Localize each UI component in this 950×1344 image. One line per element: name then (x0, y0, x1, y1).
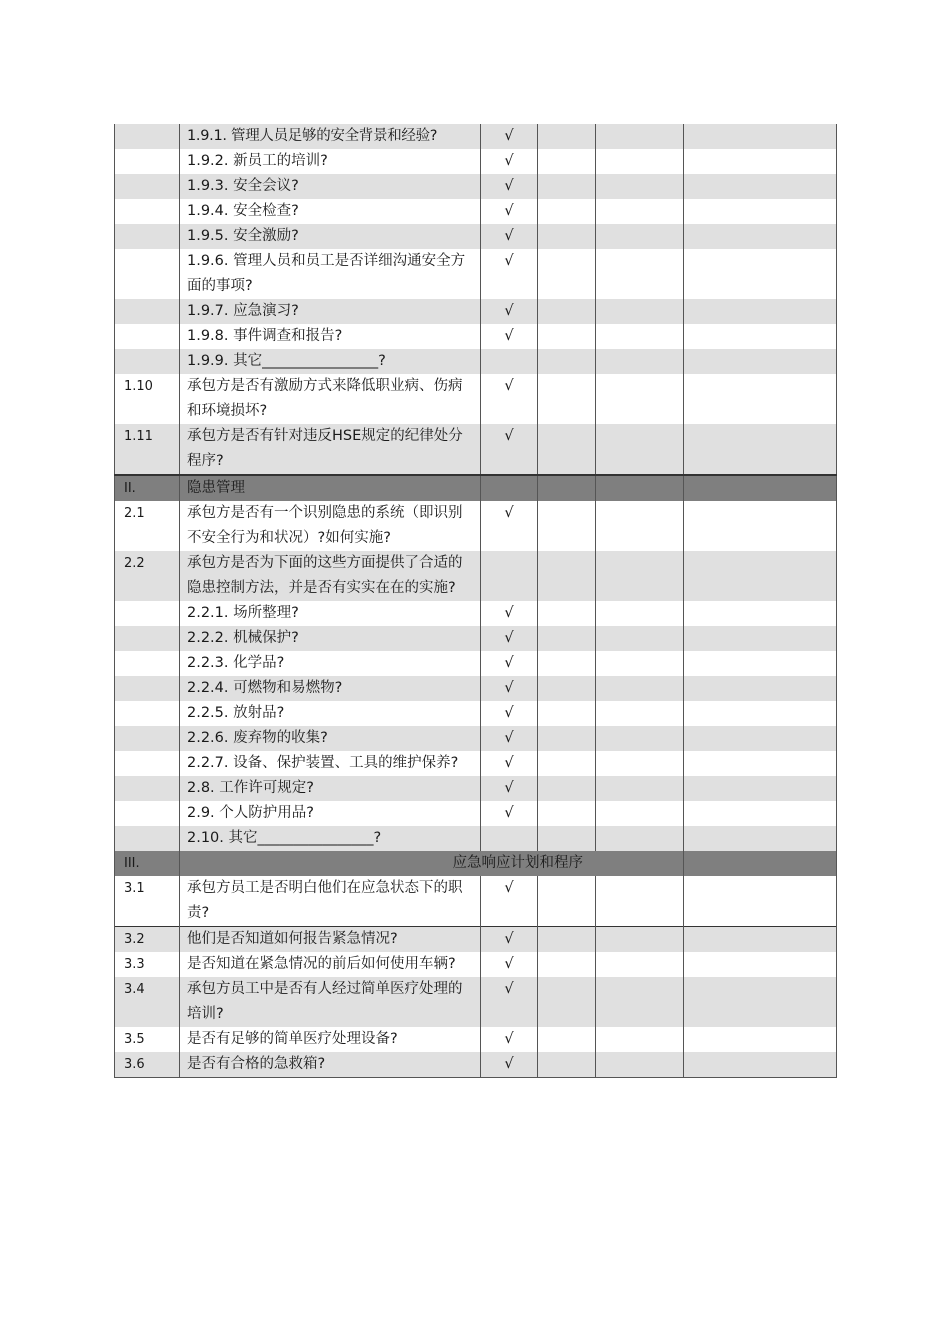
table-row (115, 701, 837, 726)
item-text: 1.9.2. 新员工的培训? (180, 149, 481, 174)
item-text: 承包方是否为下面的这些方面提供了合适的隐患控制方法，并是否有实实在在的实施? (180, 551, 481, 601)
empty-cell (596, 174, 684, 199)
item-number: 3.5 (115, 1027, 180, 1052)
empty-cell (538, 324, 596, 349)
check-mark: √ (481, 726, 538, 751)
table-row (115, 927, 837, 953)
item-text: 是否知道在紧急情况的前后如何使用车辆? (180, 952, 481, 977)
empty-cell (596, 801, 684, 826)
empty-cell (596, 927, 684, 953)
item-number (115, 349, 180, 374)
table-row (115, 651, 837, 676)
empty-cell (596, 424, 684, 475)
empty-cell (684, 424, 837, 475)
empty-cell (684, 826, 837, 851)
check-mark: √ (481, 952, 538, 977)
check-mark (481, 826, 538, 851)
item-number: 3.3 (115, 952, 180, 977)
check-mark: √ (481, 501, 538, 551)
check-mark: √ (481, 776, 538, 801)
check-mark (481, 551, 538, 601)
empty-cell (538, 349, 596, 374)
item-text: 承包方是否有激励方式来降低职业病、伤病和环境损坏? (180, 374, 481, 424)
empty-cell (538, 751, 596, 776)
table-row (115, 626, 837, 651)
empty-cell (538, 501, 596, 551)
item-number (115, 651, 180, 676)
table-row (115, 349, 837, 374)
empty-cell (538, 174, 596, 199)
empty-cell (684, 174, 837, 199)
check-mark: √ (481, 249, 538, 299)
check-mark: √ (481, 124, 538, 149)
table-row (115, 501, 837, 551)
empty-cell (538, 927, 596, 953)
item-text: 是否有合格的急救箱? (180, 1052, 481, 1078)
empty-cell (596, 776, 684, 801)
check-mark (481, 349, 538, 374)
empty-cell (538, 601, 596, 626)
table-row (115, 977, 837, 1027)
empty-cell (596, 726, 684, 751)
check-mark: √ (481, 149, 538, 174)
empty-cell (684, 851, 837, 876)
empty-cell (538, 1052, 596, 1078)
empty-cell (596, 124, 684, 149)
item-number: 1.10 (115, 374, 180, 424)
item-text: 1.9.6. 管理人员和员工是否详细沟通安全方面的事项? (180, 249, 481, 299)
empty-cell (538, 826, 596, 851)
table-row (115, 801, 837, 826)
item-number (115, 626, 180, 651)
empty-cell (538, 199, 596, 224)
empty-cell (538, 701, 596, 726)
empty-cell (684, 149, 837, 174)
item-number (115, 224, 180, 249)
empty-cell (684, 701, 837, 726)
item-text: 2.10. 其它________________? (180, 826, 481, 851)
empty-cell (538, 977, 596, 1027)
empty-cell (684, 726, 837, 751)
empty-cell (538, 876, 596, 927)
item-number (115, 801, 180, 826)
item-number (115, 826, 180, 851)
table-row (115, 601, 837, 626)
check-mark: √ (481, 977, 538, 1027)
item-number (115, 751, 180, 776)
item-text: 2.2.1. 场所整理? (180, 601, 481, 626)
check-mark: √ (481, 676, 538, 701)
table-row (115, 952, 837, 977)
item-number: 3.2 (115, 927, 180, 953)
empty-cell (684, 676, 837, 701)
empty-cell (538, 626, 596, 651)
empty-cell (538, 776, 596, 801)
item-text: 2.2.4. 可燃物和易燃物? (180, 676, 481, 701)
item-number (115, 249, 180, 299)
empty-cell (596, 299, 684, 324)
item-text: 他们是否知道如何报告紧急情况? (180, 927, 481, 953)
empty-cell (684, 324, 837, 349)
check-mark: √ (481, 224, 538, 249)
check-mark: √ (481, 324, 538, 349)
check-mark: √ (481, 1052, 538, 1078)
empty-cell (596, 1027, 684, 1052)
item-number: 3.1 (115, 876, 180, 927)
item-number (115, 124, 180, 149)
item-text: 1.9.8. 事件调查和报告? (180, 324, 481, 349)
empty-cell (596, 751, 684, 776)
check-mark: √ (481, 1027, 538, 1052)
check-mark: √ (481, 651, 538, 676)
section-header-row (115, 851, 837, 876)
check-mark: √ (481, 801, 538, 826)
empty-cell (684, 224, 837, 249)
item-number: 2.1 (115, 501, 180, 551)
empty-cell (684, 801, 837, 826)
table-row (115, 876, 837, 927)
empty-cell (538, 551, 596, 601)
check-mark: √ (481, 601, 538, 626)
item-number (115, 299, 180, 324)
empty-cell (684, 651, 837, 676)
empty-cell (596, 701, 684, 726)
table-row (115, 149, 837, 174)
empty-cell (684, 776, 837, 801)
empty-cell (684, 475, 837, 501)
item-text: 承包方是否有一个识别隐患的系统（即识别不安全行为和状况）?如何实施? (180, 501, 481, 551)
item-text: 2.2.6. 废弃物的收集? (180, 726, 481, 751)
empty-cell (538, 424, 596, 475)
empty-cell (596, 952, 684, 977)
checklist-table (114, 124, 837, 1078)
empty-cell (538, 1027, 596, 1052)
table-row (115, 551, 837, 601)
table-row (115, 199, 837, 224)
empty-cell (596, 149, 684, 174)
empty-cell (596, 349, 684, 374)
table-row (115, 174, 837, 199)
empty-cell (684, 199, 837, 224)
item-text: 2.2.7. 设备、保护装置、工具的维护保养? (180, 751, 481, 776)
item-text: 2.2.5. 放射品? (180, 701, 481, 726)
table-row (115, 826, 837, 851)
empty-cell (684, 124, 837, 149)
empty-cell (538, 651, 596, 676)
empty-cell (596, 977, 684, 1027)
empty-cell (596, 475, 684, 501)
empty-cell (596, 1052, 684, 1078)
empty-cell (684, 374, 837, 424)
check-mark: √ (481, 199, 538, 224)
item-text: 1.9.3. 安全会议? (180, 174, 481, 199)
empty-cell (684, 952, 837, 977)
empty-cell (538, 374, 596, 424)
table-row (115, 676, 837, 701)
empty-cell (596, 249, 684, 299)
empty-cell (596, 551, 684, 601)
check-mark: √ (481, 751, 538, 776)
table-row (115, 1027, 837, 1052)
item-text: 1.9.7. 应急演习? (180, 299, 481, 324)
empty-cell (684, 927, 837, 953)
empty-cell (684, 349, 837, 374)
item-number (115, 174, 180, 199)
empty-cell (538, 801, 596, 826)
item-number: 3.4 (115, 977, 180, 1027)
item-number: 2.2 (115, 551, 180, 601)
empty-cell (596, 676, 684, 701)
item-text: 承包方是否有针对违反HSE规定的纪律处分程序? (180, 424, 481, 475)
empty-cell (596, 601, 684, 626)
table-row (115, 1052, 837, 1078)
check-mark: √ (481, 876, 538, 927)
item-number (115, 676, 180, 701)
empty-cell (684, 551, 837, 601)
empty-cell (538, 224, 596, 249)
empty-cell (684, 751, 837, 776)
empty-cell (684, 601, 837, 626)
empty-cell (538, 149, 596, 174)
section-title: 隐患管理 (180, 475, 481, 501)
item-text: 1.9.9. 其它________________? (180, 349, 481, 374)
empty-cell (481, 475, 538, 501)
empty-cell (596, 826, 684, 851)
item-text: 2.2.2. 机械保护? (180, 626, 481, 651)
item-number: 1.11 (115, 424, 180, 475)
item-text: 1.9.1. 管理人员足够的安全背景和经验? (180, 124, 481, 149)
check-mark: √ (481, 374, 538, 424)
empty-cell (538, 475, 596, 501)
check-mark: √ (481, 626, 538, 651)
empty-cell (596, 374, 684, 424)
table-row (115, 726, 837, 751)
table-row (115, 324, 837, 349)
empty-cell (684, 1052, 837, 1078)
check-mark: √ (481, 299, 538, 324)
empty-cell (684, 876, 837, 927)
empty-cell (596, 626, 684, 651)
table-row (115, 424, 837, 475)
check-mark: √ (481, 424, 538, 475)
empty-cell (538, 676, 596, 701)
empty-cell (596, 876, 684, 927)
empty-cell (596, 501, 684, 551)
table-row (115, 299, 837, 324)
item-text: 2.8. 工作许可规定? (180, 776, 481, 801)
item-number: 3.6 (115, 1052, 180, 1078)
item-number (115, 324, 180, 349)
item-text: 2.2.3. 化学品? (180, 651, 481, 676)
empty-cell (538, 249, 596, 299)
section-number: III. (115, 851, 180, 876)
check-mark: √ (481, 927, 538, 953)
item-number (115, 149, 180, 174)
empty-cell (596, 199, 684, 224)
item-text: 2.9. 个人防护用品? (180, 801, 481, 826)
empty-cell (684, 626, 837, 651)
table-row (115, 249, 837, 299)
empty-cell (684, 977, 837, 1027)
item-number (115, 701, 180, 726)
check-mark: √ (481, 701, 538, 726)
item-number (115, 726, 180, 751)
item-number (115, 199, 180, 224)
empty-cell (596, 224, 684, 249)
table-row (115, 751, 837, 776)
table-row (115, 224, 837, 249)
item-text: 承包方员工是否明白他们在应急状态下的职责? (180, 876, 481, 927)
empty-cell (684, 299, 837, 324)
item-number (115, 601, 180, 626)
item-text: 承包方员工中是否有人经过简单医疗处理的培训? (180, 977, 481, 1027)
section-number: II. (115, 475, 180, 501)
item-text: 是否有足够的简单医疗处理设备? (180, 1027, 481, 1052)
table-row (115, 124, 837, 149)
empty-cell (538, 299, 596, 324)
empty-cell (538, 952, 596, 977)
table-row (115, 374, 837, 424)
section-header-row (115, 475, 837, 501)
item-text: 1.9.5. 安全激励? (180, 224, 481, 249)
check-mark: √ (481, 174, 538, 199)
empty-cell (684, 249, 837, 299)
empty-cell (684, 1027, 837, 1052)
empty-cell (596, 651, 684, 676)
empty-cell (596, 324, 684, 349)
empty-cell (684, 501, 837, 551)
empty-cell (538, 124, 596, 149)
empty-cell (538, 726, 596, 751)
item-number (115, 776, 180, 801)
table-row (115, 776, 837, 801)
item-text: 1.9.4. 安全检查? (180, 199, 481, 224)
section-title: 应急响应计划和程序 (180, 851, 684, 876)
